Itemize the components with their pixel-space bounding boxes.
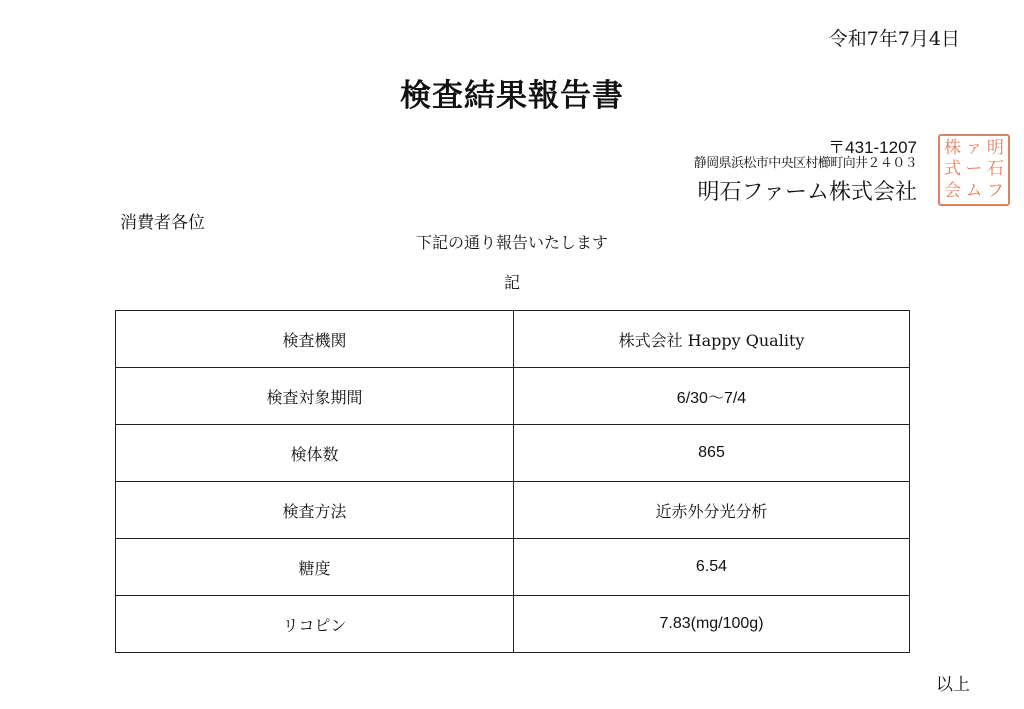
ki-mark: 記 <box>503 273 520 292</box>
table-row <box>116 311 910 368</box>
report-title: 検査結果報告書 <box>400 78 624 114</box>
seal-char: ー <box>965 159 983 180</box>
row-label: 検体数 <box>116 425 514 482</box>
report-date: 令和7年7月4日 <box>828 28 960 50</box>
sender-postal-code: 〒431-1207 <box>828 138 917 157</box>
table-row <box>116 596 910 653</box>
seal-char: ァ <box>965 138 983 159</box>
row-label: 検査対象期間 <box>116 368 514 425</box>
row-value: 株式会社 Happy Quality <box>514 311 910 368</box>
seal-char: 石 <box>986 159 1004 180</box>
row-value: 865 <box>514 425 910 482</box>
seal-char: フ <box>986 180 1004 201</box>
row-label: 糖度 <box>116 539 514 596</box>
seal-char: 式 <box>944 159 962 180</box>
results-table <box>115 310 910 653</box>
seal-char: 会 <box>944 180 962 201</box>
seal-char: ム <box>965 180 983 201</box>
row-label: リコピン <box>116 596 514 653</box>
table-row <box>116 539 910 596</box>
recipient-line: 消費者各位 <box>120 213 205 233</box>
table-row <box>116 425 910 482</box>
row-value: 6/30～7/4 <box>514 368 910 425</box>
sender-company-name: 明石ファーム株式会社 <box>697 180 917 205</box>
seal-char: 株 <box>944 138 962 159</box>
sender-address: 静岡県浜松市中央区村櫛町向井２４０３ <box>693 156 917 171</box>
seal-char: 明 <box>986 138 1004 159</box>
row-value: 近赤外分光分析 <box>514 482 910 539</box>
intro-text: 下記の通り報告いたします <box>415 233 608 252</box>
table-row <box>116 368 910 425</box>
table-row <box>116 482 910 539</box>
closing-mark: 以上 <box>936 675 970 695</box>
row-value: 7.83(mg/100g) <box>514 596 910 653</box>
row-value: 6.54 <box>514 539 910 596</box>
row-label: 検査方法 <box>116 482 514 539</box>
company-seal-stamp <box>938 134 1010 206</box>
row-label: 検査機関 <box>116 311 514 368</box>
